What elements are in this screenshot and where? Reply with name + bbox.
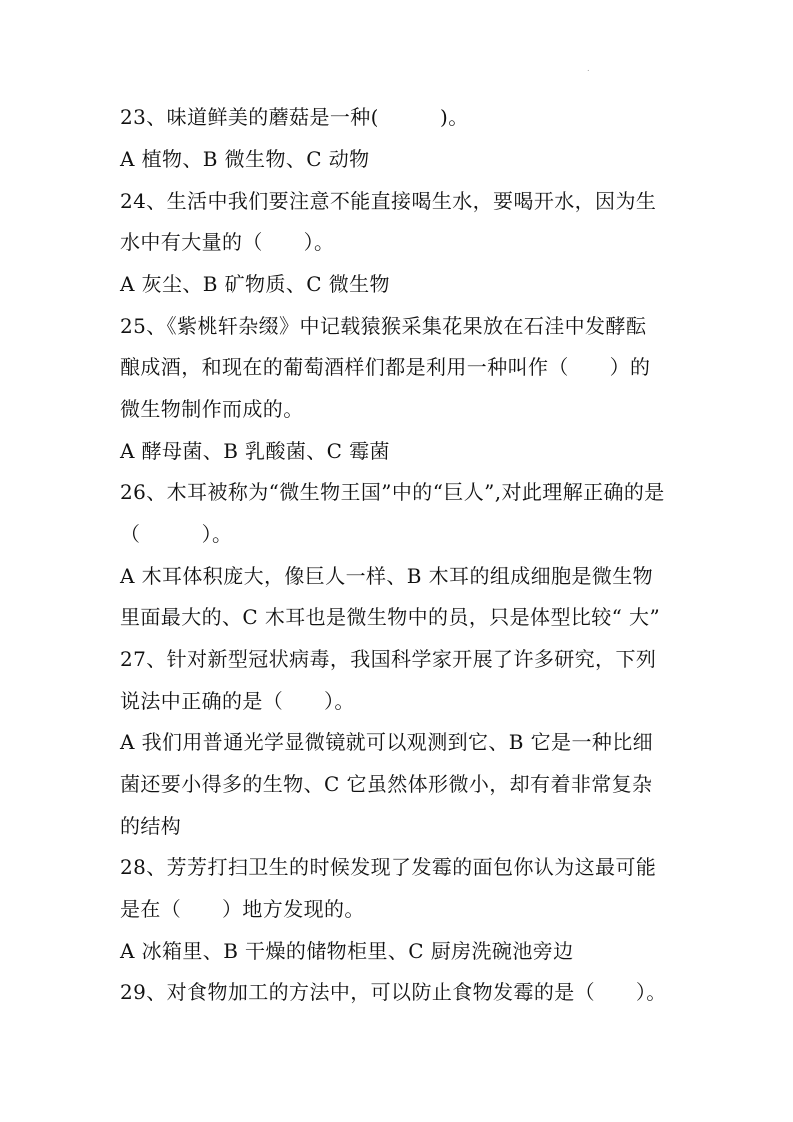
question-25-line-2: 酿成酒，和现在的葡萄酒样们都是利用一种叫作（ ）的: [120, 355, 651, 379]
question-29: 29、对食物加工的方法中，可以防止食物发霉的是（ ）。: [120, 980, 667, 1004]
question-27-line-1: 27、针对新型冠状病毒，我国科学家开展了许多研究，下列: [120, 647, 657, 671]
answer-options-26-line-2: 里面最大的、C 木耳也是微生物中的员，只是体型比较“ 大”: [120, 605, 661, 629]
answer-options-27-line-1: A 我们用普通光学显微镜就可以观测到它、B 它是一种比细: [120, 730, 654, 754]
question-23: 23、味道鲜美的蘑菇是一种( )。: [120, 105, 469, 129]
question-26-line-1: 26、木耳被称为“微生物王国”中的“巨人”,对此理解正确的是: [120, 480, 665, 504]
answer-options-28: A 冰箱里、B 干燥的储物柜里、C 厨房洗碗池旁边: [120, 939, 574, 963]
question-24-line-1: 24、生活中我们要注意不能直接喝生水，要喝开水，因为生: [120, 189, 657, 213]
answer-options-24: A 灰尘、B 矿物质、C 微生物: [120, 272, 390, 296]
answer-options-26-line-1: A 木耳体积庞大，像巨人一样、B 木耳的组成细胞是微生物: [120, 564, 654, 588]
answer-options-25: A 酵母菌、B 乳酸菌、C 霉菌: [120, 439, 390, 463]
corner-mark: .: [587, 64, 590, 73]
answer-options-27-line-3: 的结构: [120, 814, 182, 838]
question-28-line-1: 28、芳芳打扫卫生的时候发现了发霉的面包你认为这最可能: [120, 855, 657, 879]
question-26-line-2: （ ）。: [120, 522, 233, 546]
question-25-line-1: 25、《紫桃轩杂缀》中记载猿猴采集花果放在石洼中发酵酝: [120, 314, 647, 338]
answer-options-23: A 植物、B 微生物、C 动物: [120, 147, 370, 171]
answer-options-27-line-2: 菌还要小得多的生物、C 它虽然体形微小，却有着非常复杂: [120, 772, 653, 796]
question-27-line-2: 说法中正确的是（ ）。: [120, 689, 355, 713]
question-25-line-3: 微生物制作而成的。: [120, 397, 304, 421]
question-24-line-2: 水中有大量的（ ）。: [120, 230, 335, 254]
question-28-line-2: 是在（ ）地方发现的。: [120, 897, 365, 921]
